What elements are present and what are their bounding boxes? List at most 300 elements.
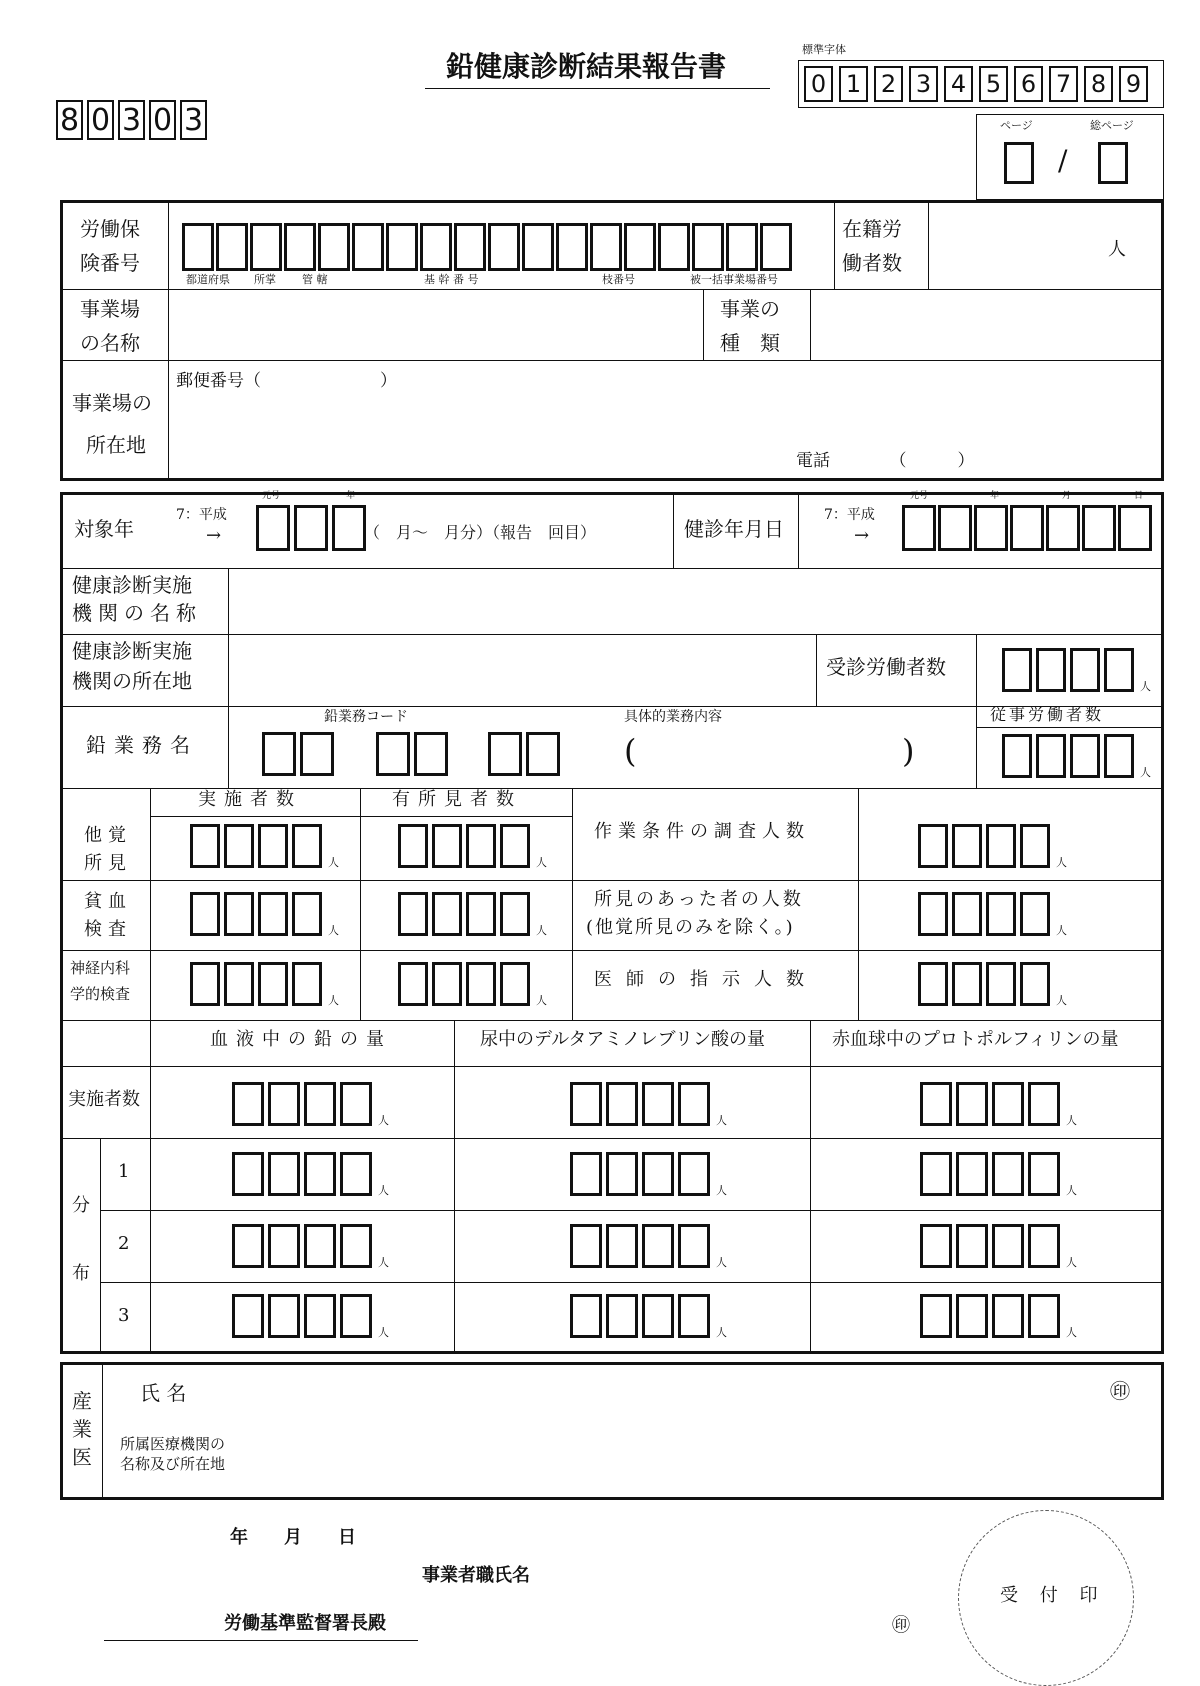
digit-box (232, 1082, 264, 1126)
work-detail-label: 具体的業務内容 (624, 709, 722, 725)
rule-line (834, 202, 835, 290)
rule-line (150, 788, 151, 1020)
std-digit: 0 (804, 66, 833, 102)
digit-box (1036, 734, 1066, 778)
site-name-label-2: の名称 (80, 331, 140, 355)
inst-name-label-1: 健康診断実施 (72, 573, 192, 597)
site-name-label-1: 事業場 (80, 297, 140, 321)
examined-input[interactable] (1002, 648, 1151, 692)
form-digit: 0 (149, 100, 176, 140)
examined-label: 受診労働者数 (826, 655, 946, 679)
unit: 人 (536, 994, 547, 1007)
found-label-2: (他覚所見のみを除く。) (586, 917, 795, 938)
digit-box (340, 1082, 372, 1126)
digit-box (526, 732, 560, 776)
unit: 人 (1066, 1184, 1077, 1197)
digit-box (466, 962, 496, 1006)
digit-box (398, 892, 428, 936)
std-digit: 9 (1119, 66, 1148, 102)
inst-addr-label-2: 機関の所在地 (72, 669, 192, 693)
digit-box (500, 892, 530, 936)
target-year-input[interactable] (256, 505, 366, 551)
std-digit: 4 (944, 66, 973, 102)
std-digit: 5 (979, 66, 1008, 102)
digit-box (318, 223, 350, 271)
page-label: ページ (1000, 119, 1033, 132)
lead-code-input-3[interactable] (488, 732, 560, 776)
physician-inst-2: 名称及び所在地 (120, 1455, 226, 1473)
digit-box (606, 1152, 638, 1196)
digit-box (182, 223, 214, 271)
digit-box (432, 892, 462, 936)
phone: 電話 （ ） (796, 451, 975, 471)
digit-box (570, 1224, 602, 1268)
unit: 人 (1056, 856, 1067, 869)
tagaku-found-input[interactable] (398, 824, 547, 868)
proto-dist2-input[interactable] (920, 1224, 1077, 1268)
digit-box (292, 892, 322, 936)
digit-box (1070, 648, 1100, 692)
unit: 人 (1066, 1256, 1077, 1269)
unit: 人 (328, 924, 339, 937)
insurance-label-1: 労働保 (80, 217, 140, 241)
digit-box (920, 1224, 952, 1268)
digit-box (256, 505, 290, 551)
digit-box (488, 223, 520, 271)
digit-box (1118, 505, 1152, 551)
engaged-input[interactable] (1002, 734, 1151, 778)
rule-line (168, 202, 169, 479)
digit-box (986, 892, 1016, 936)
ins-sub-kikan: 基 幹 番 号 (424, 273, 479, 286)
row-anemia-1: 貧血 (84, 891, 132, 912)
digit-box (262, 732, 296, 776)
std-digit: 6 (1014, 66, 1043, 102)
unit: 人 (1056, 994, 1067, 1007)
unit: 人 (378, 1184, 389, 1197)
workers-label-2: 働者数 (842, 251, 902, 275)
proto-done-input[interactable] (920, 1082, 1077, 1126)
rule-line (150, 816, 572, 817)
digit-box (570, 1082, 602, 1126)
blood-dist3-input[interactable] (232, 1294, 389, 1338)
bunpu-label-1: 分 (72, 1195, 90, 1216)
done-count-label: 実施者数 (68, 1089, 140, 1110)
digit-box (522, 223, 554, 271)
digit-box (190, 892, 220, 936)
form-digit: 3 (180, 100, 207, 140)
std-digit: 1 (839, 66, 868, 102)
proto-dist1-input[interactable] (920, 1152, 1077, 1196)
digit-box (606, 1224, 638, 1268)
digit-box (1002, 734, 1032, 778)
ala-dist1-input[interactable] (570, 1152, 727, 1196)
rule-line (62, 880, 1162, 881)
digit-box (294, 505, 328, 551)
unit: 人 (1066, 1114, 1077, 1127)
era-arrow: → (206, 525, 222, 546)
era-label: 7：平成 (176, 507, 227, 523)
ins-sub-shosho: 所掌 (254, 273, 276, 286)
digit-box (304, 1294, 336, 1338)
digit-box (466, 892, 496, 936)
digit-box (952, 892, 982, 936)
digit-box (956, 1082, 988, 1126)
digit-box (1036, 648, 1066, 692)
rule-line (572, 788, 573, 1020)
std-digit: 7 (1049, 66, 1078, 102)
digit-box (986, 962, 1016, 1006)
examined-unit: 人 (1140, 680, 1151, 693)
ins-sub-eda: 枝番号 (602, 273, 635, 286)
exam-date-input[interactable] (902, 505, 1152, 551)
lead-work-label: 鉛業務名 (86, 733, 198, 757)
rule-line (62, 634, 1162, 635)
physician-label-1: 産 (72, 1389, 92, 1413)
insurance-number-input[interactable] (182, 223, 792, 271)
digit-box (466, 824, 496, 868)
digit-box (340, 1294, 372, 1338)
digit-box (268, 1224, 300, 1268)
exam-date-label: 健診年月日 (684, 517, 784, 541)
rule-line (228, 568, 229, 788)
digit-box (376, 732, 410, 776)
unit: 人 (536, 856, 547, 869)
digit-box (918, 824, 948, 868)
digit-box (398, 962, 428, 1006)
digit-box (304, 1152, 336, 1196)
reception-stamp-label: 受 付 印 (1000, 1585, 1106, 1606)
digit-box (258, 892, 288, 936)
dist-2-label: 2 (118, 1233, 130, 1254)
digit-box (692, 223, 724, 271)
ala-dist3-input[interactable] (570, 1294, 727, 1338)
digit-box (992, 1152, 1024, 1196)
form-digit: 0 (87, 100, 114, 140)
std-digit: 2 (874, 66, 903, 102)
employer-label: 事業者職氏名 (422, 1565, 530, 1586)
ins-sub-pref: 都道府県 (186, 273, 230, 286)
rule-line (62, 1020, 1162, 1021)
digit-box (570, 1294, 602, 1338)
digit-box (190, 824, 220, 868)
digit-box (304, 1082, 336, 1126)
period-text: （ 月～ 月分）（報告 回目） (364, 523, 597, 542)
rule-line (100, 1138, 101, 1352)
digit-box (1104, 648, 1134, 692)
row-tagaku-2: 所見 (84, 853, 132, 874)
digit-box (1028, 1294, 1060, 1338)
employer-seal: ㊞ (892, 1615, 910, 1636)
digit-box (414, 732, 448, 776)
form-digit: 8 (56, 100, 83, 140)
digit-box (760, 223, 792, 271)
year-small: 年 (346, 491, 356, 501)
digit-box (304, 1224, 336, 1268)
rule-line (810, 289, 811, 361)
digit-box (606, 1082, 638, 1126)
digit-box (232, 1294, 264, 1338)
unit: 人 (536, 924, 547, 937)
std-digit: 3 (909, 66, 938, 102)
rule-line (454, 1020, 455, 1352)
unit: 人 (1056, 924, 1067, 937)
digit-box (986, 824, 1016, 868)
survey-input[interactable] (918, 824, 1067, 868)
inst-addr-label-1: 健康診断実施 (72, 639, 192, 663)
digit-box (258, 962, 288, 1006)
digit-box (268, 1294, 300, 1338)
lead-code-input-1[interactable] (262, 732, 334, 776)
business-type-label-2: 種 類 (720, 331, 780, 355)
digit-box (1020, 962, 1050, 1006)
tagaku-done-input[interactable] (190, 824, 339, 868)
section-physician (60, 1362, 1164, 1500)
digit-box (1082, 505, 1116, 551)
col-done-label: 実施者数 (198, 789, 302, 810)
exam-month-small: 月 (1062, 491, 1072, 501)
digit-box (642, 1224, 674, 1268)
digit-box (250, 223, 282, 271)
digit-box (1028, 1224, 1060, 1268)
rule-line (100, 1282, 1162, 1283)
rule-line (62, 1138, 1162, 1139)
survey-label: 作業条件の調査人数 (594, 821, 810, 842)
digit-box (1010, 505, 1044, 551)
page-slash: / (1058, 144, 1068, 177)
bunpu-label-2: 布 (72, 1263, 90, 1284)
found-count-input[interactable] (918, 892, 1067, 936)
digit-box (1028, 1152, 1060, 1196)
rule-line (100, 1210, 1162, 1211)
digit-box (258, 824, 288, 868)
digit-box (938, 505, 972, 551)
rule-line (976, 727, 1162, 728)
digit-box (1020, 892, 1050, 936)
dist-1-label: 1 (118, 1161, 130, 1182)
unit: 人 (378, 1256, 389, 1269)
unit: 人 (378, 1114, 389, 1127)
report-date: 年 月 日 (230, 1527, 356, 1548)
digit-box (902, 505, 936, 551)
digit-box (292, 824, 322, 868)
paren-open: ( (624, 732, 637, 770)
digit-box (332, 505, 366, 551)
digit-box (432, 962, 462, 1006)
std-font-label: 標準字体 (802, 43, 846, 56)
digit-box (1046, 505, 1080, 551)
digit-box (1020, 824, 1050, 868)
dist-3-label: 3 (118, 1305, 130, 1326)
ala-done-input[interactable] (570, 1082, 727, 1126)
digit-box (1028, 1082, 1060, 1126)
digit-box (268, 1152, 300, 1196)
digit-box (642, 1152, 674, 1196)
exam-day-small: 日 (1134, 491, 1144, 501)
blood-lead-label: 血液中の鉛の量 (210, 1029, 392, 1050)
digit-box (340, 1152, 372, 1196)
digit-box (920, 1082, 952, 1126)
physician-label-3: 医 (72, 1445, 92, 1469)
digit-box (224, 962, 254, 1006)
business-type-label-1: 事業の (720, 297, 780, 321)
digit-box (190, 962, 220, 1006)
rule-line (703, 289, 704, 361)
digit-box (232, 1152, 264, 1196)
exam-era-label: 7：平成 (824, 507, 875, 523)
inst-name-label-2: 機関の名称 (72, 601, 202, 625)
unit: 人 (1066, 1326, 1077, 1339)
rule-line (816, 634, 817, 706)
digit-box (606, 1294, 638, 1338)
rule-line (858, 788, 859, 1020)
total-page-input[interactable] (1098, 142, 1128, 184)
unit: 人 (378, 1326, 389, 1339)
exam-year-small: 年 (990, 491, 1000, 501)
engaged-label: 従事労働者数 (990, 705, 1105, 724)
rule-line (810, 1020, 811, 1352)
doctor-inst-label: 医師の指示人数 (594, 969, 818, 990)
digit-box (956, 1224, 988, 1268)
digit-box (678, 1294, 710, 1338)
digit-box (1104, 734, 1134, 778)
blood-dist1-input[interactable] (232, 1152, 389, 1196)
digit-box (678, 1224, 710, 1268)
rule-line (62, 568, 1162, 569)
rule-line (360, 788, 361, 1020)
digit-box (992, 1082, 1024, 1126)
unit: 人 (716, 1256, 727, 1269)
form-number (56, 100, 207, 140)
col-found-label: 有所見者数 (392, 789, 522, 810)
rule-line (62, 1066, 1162, 1067)
digit-box (642, 1082, 674, 1126)
digit-box (956, 1294, 988, 1338)
rule-line (150, 1020, 151, 1352)
blood-done-input[interactable] (232, 1082, 389, 1126)
digit-box (224, 892, 254, 936)
target-year-label: 対象年 (74, 517, 134, 541)
std-digit: 8 (1084, 66, 1113, 102)
physician-seal: ㊞ (1110, 1379, 1130, 1403)
blood-dist2-input[interactable] (232, 1224, 389, 1268)
ala-label: 尿中のデルタアミノレブリン酸の量 (480, 1029, 765, 1050)
digit-box (918, 892, 948, 936)
insurance-label-2: 険番号 (80, 251, 140, 275)
exam-era-arrow: → (854, 525, 870, 546)
proto-dist3-input[interactable] (920, 1294, 1077, 1338)
anemia-found-input[interactable] (398, 892, 547, 936)
digit-box (386, 223, 418, 271)
paren-close: ) (902, 732, 915, 770)
rule-line (62, 360, 1162, 361)
workers-unit: 人 (1108, 239, 1126, 260)
digit-box (570, 1152, 602, 1196)
digit-box (488, 732, 522, 776)
page-input[interactable] (1004, 142, 1034, 184)
digit-box (678, 1082, 710, 1126)
lead-code-input-2[interactable] (376, 732, 448, 776)
digit-box (974, 505, 1008, 551)
digit-box (920, 1294, 952, 1338)
digit-box (454, 223, 486, 271)
rule-line (673, 494, 674, 569)
digit-box (232, 1224, 264, 1268)
digit-box (624, 223, 656, 271)
digit-box (992, 1294, 1024, 1338)
exam-gengo-small: 元号 (910, 491, 929, 501)
rule-line (976, 634, 977, 788)
unit: 人 (716, 1114, 727, 1127)
ala-dist2-input[interactable] (570, 1224, 727, 1268)
digit-box (556, 223, 588, 271)
anemia-done-input[interactable] (190, 892, 339, 936)
std-font-digits (804, 66, 1148, 102)
digit-box (284, 223, 316, 271)
rule-line (102, 1364, 103, 1498)
physician-label-2: 業 (72, 1417, 92, 1441)
digit-box (352, 223, 384, 271)
digit-box (678, 1152, 710, 1196)
digit-box (216, 223, 248, 271)
rule-line (798, 494, 799, 569)
doctor-inst-input[interactable] (918, 962, 1067, 1006)
office-label: 労働基準監督署長殿 (224, 1613, 386, 1634)
digit-box (992, 1224, 1024, 1268)
gengo-small: 元号 (262, 491, 281, 501)
neuro-found-input[interactable] (398, 962, 547, 1006)
site-address-label-2: 所在地 (86, 433, 146, 457)
unit: 人 (328, 994, 339, 1007)
page-title: 鉛健康診断結果報告書 (446, 50, 727, 83)
found-label-1: 所見のあった者の人数 (594, 889, 804, 910)
digit-box (590, 223, 622, 271)
row-neuro-2: 学的検査 (70, 985, 131, 1003)
digit-box (952, 962, 982, 1006)
unit: 人 (328, 856, 339, 869)
digit-box (224, 824, 254, 868)
ins-sub-kankatsu: 管 轄 (302, 273, 328, 286)
digit-box (642, 1294, 674, 1338)
digit-box (398, 824, 428, 868)
engaged-unit: 人 (1140, 766, 1151, 779)
unit: 人 (716, 1326, 727, 1339)
digit-box (1070, 734, 1100, 778)
digit-box (432, 824, 462, 868)
row-anemia-2: 検査 (84, 919, 132, 940)
digit-box (726, 223, 758, 271)
total-page-label: 総ページ (1090, 119, 1134, 132)
protoporphyrin-label: 赤血球中のプロトポルフィリンの量 (832, 1029, 1119, 1050)
digit-box (292, 962, 322, 1006)
digit-box (918, 962, 948, 1006)
neuro-done-input[interactable] (190, 962, 339, 1006)
ins-sub-ikkatsu: 被一括事業場番号 (690, 273, 778, 286)
form-digit: 3 (118, 100, 145, 140)
digit-box (1002, 648, 1032, 692)
digit-box (300, 732, 334, 776)
physician-inst-1: 所属医療機関の (120, 1435, 226, 1453)
row-tagaku-1: 他覚 (84, 825, 132, 846)
digit-box (500, 962, 530, 1006)
digit-box (920, 1152, 952, 1196)
digit-box (956, 1152, 988, 1196)
unit: 人 (716, 1184, 727, 1197)
rule-line (928, 202, 929, 290)
digit-box (658, 223, 690, 271)
digit-box (268, 1082, 300, 1126)
digit-box (952, 824, 982, 868)
